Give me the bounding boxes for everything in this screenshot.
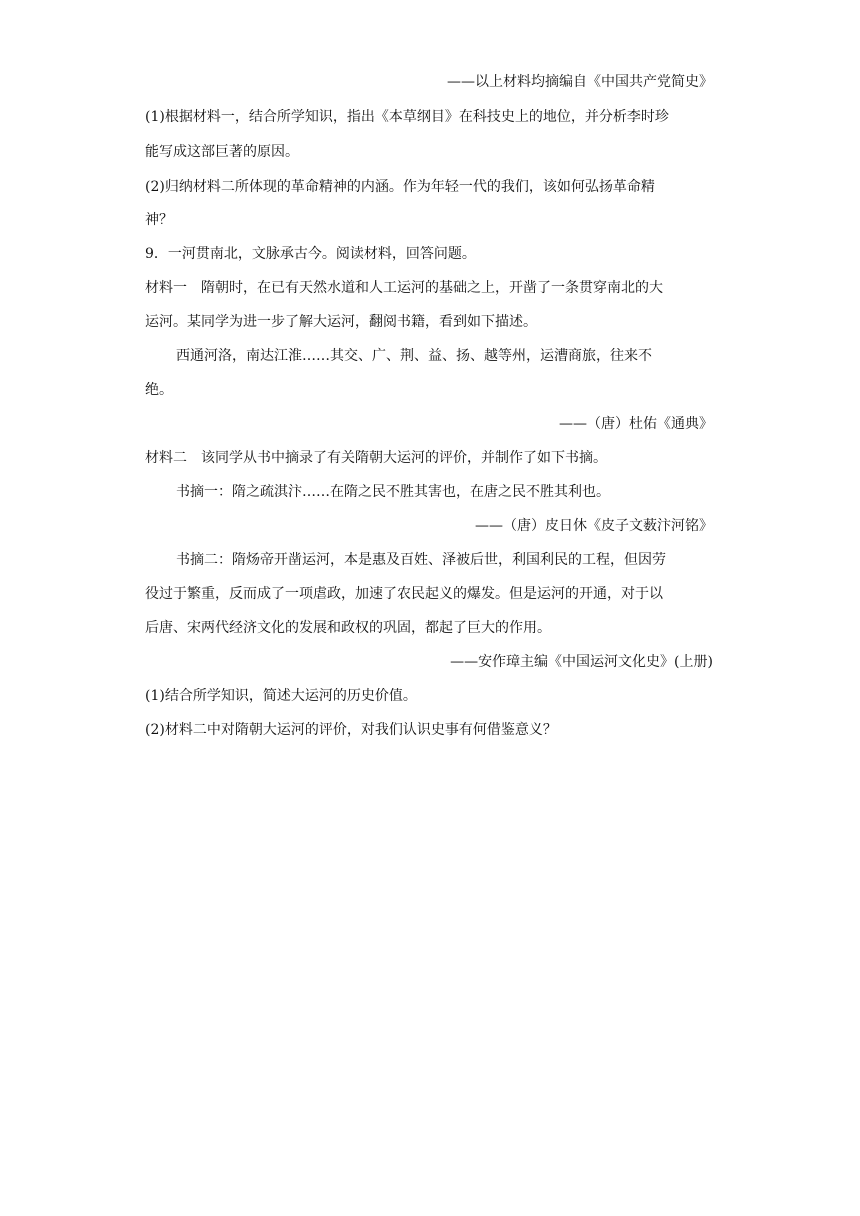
question-1-line-1: (1)根据材料一，结合所学知识，指出《本草纲目》在科技史上的地位，并分析李时珍 bbox=[145, 109, 669, 125]
material-1-line-1: 材料一 隋朝时，在已有天然水道和人工运河的基础之上，开凿了一条贯穿南北的大 bbox=[145, 280, 663, 296]
excerpt-1: 书摘一：隋之疏淇汴……在隋之民不胜其害也，在唐之民不胜其利也。 bbox=[176, 484, 610, 500]
sub-question-2: (2)材料二中对隋朝大运河的评价，对我们认识史事有何借鉴意义？ bbox=[145, 722, 557, 738]
question-2-line-2: 神？ bbox=[145, 212, 173, 228]
material-1-line-2: 运河。某同学为进一步了解大运河，翻阅书籍，看到如下描述。 bbox=[145, 314, 537, 330]
excerpt-2-line-1: 书摘二：隋炀帝开凿运河，本是惠及百姓、泽被后世，利国利民的工程，但因劳 bbox=[176, 552, 666, 568]
source-citation-tongdian: ——（唐）杜佑《通典》 bbox=[559, 416, 713, 432]
question-2-line-1: (2)归纳材料二所体现的革命精神的内涵。作为年轻一代的我们，该如何弘扬革命精 bbox=[145, 179, 655, 195]
sub-question-1: (1)结合所学知识，简述大运河的历史价值。 bbox=[145, 688, 417, 704]
question-1-line-2: 能写成这部巨著的原因。 bbox=[145, 144, 299, 160]
question-9-heading: 9．一河贯南北，文脉承古今。阅读材料，回答问题。 bbox=[145, 246, 476, 262]
excerpt-2-line-2: 役过于繁重，反而成了一项虐政，加速了农民起义的爆发。但是运河的开通，对于以 bbox=[145, 586, 663, 602]
excerpt-2-line-3: 后唐、宋两代经济文化的发展和政权的巩固，都起了巨大的作用。 bbox=[145, 620, 551, 636]
source-citation: ——以上材料均摘编自《中国共产党简史》 bbox=[447, 74, 713, 90]
source-citation-canal-history: ——安作璋主编《中国运河文化史》(上册) bbox=[450, 654, 713, 670]
quote-1-line-1: 西通河洛，南达江淮……其交、广、荆、益、扬、越等州，运漕商旅，往来不 bbox=[176, 348, 652, 364]
quote-1-line-2: 绝。 bbox=[145, 382, 173, 398]
material-2-line: 材料二 该同学从书中摘录了有关隋朝大运河的评价，并制作了如下书摘。 bbox=[145, 450, 607, 466]
source-citation-pizi: ——（唐）皮日休《皮子文薮汴河铭》 bbox=[475, 518, 713, 534]
